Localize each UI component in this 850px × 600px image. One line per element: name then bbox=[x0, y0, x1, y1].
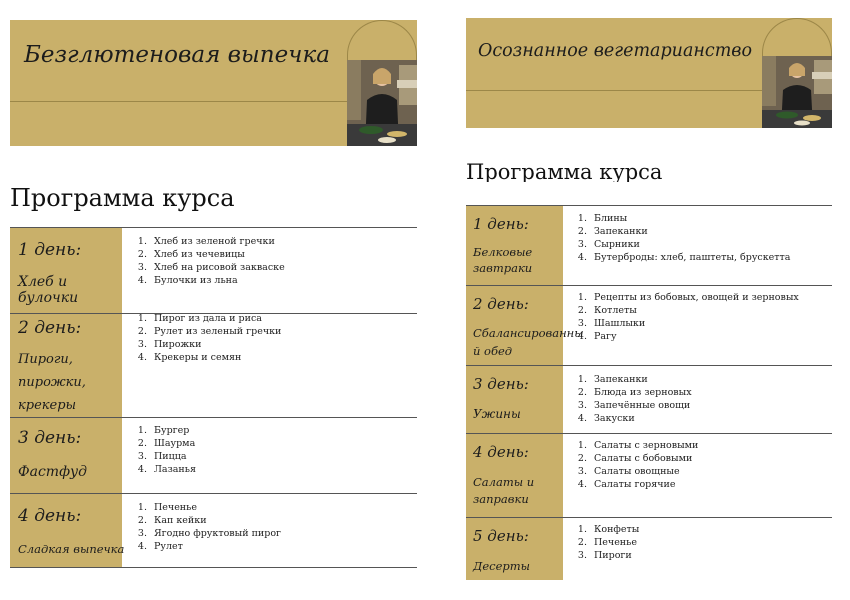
left-banner-title: Безглютеновая выпечка bbox=[24, 42, 330, 68]
day-items bbox=[568, 373, 692, 425]
schedule-row bbox=[466, 285, 832, 365]
list-item: 2. Котлеты bbox=[590, 304, 799, 317]
day-label: 5 день: bbox=[473, 527, 529, 545]
day-label: 3 день: bbox=[18, 428, 82, 448]
list-item: 4. Рагу bbox=[590, 330, 799, 343]
list-item: 4. Бутерброды: хлеб, паштеты, брускетта bbox=[590, 251, 790, 264]
day-items bbox=[128, 424, 196, 476]
list-item: 1. Печенье bbox=[150, 501, 281, 514]
list-item: 2. Блюда из зерновых bbox=[590, 386, 692, 399]
banner-divider bbox=[10, 101, 347, 102]
right-banner bbox=[466, 18, 832, 128]
right-banner-title: Осознанное вегетарианство bbox=[478, 41, 753, 61]
schedule-row bbox=[10, 493, 417, 567]
list-item: 2. Запеканки bbox=[590, 225, 790, 238]
list-item: 2. Печенье bbox=[590, 536, 639, 549]
list-item: 1. Бургер bbox=[150, 424, 196, 437]
day-topic: Хлеб и булочки bbox=[18, 274, 79, 306]
list-item: 2. Шаурма bbox=[150, 437, 196, 450]
list-item: 3. Хлеб на рисовой закваске bbox=[150, 261, 285, 274]
list-item: 4. Лазанья bbox=[150, 463, 196, 476]
day-topic: Ужины bbox=[473, 407, 521, 421]
list-item: 1. Пирог из дала и риса bbox=[150, 312, 281, 325]
decor-arch bbox=[347, 20, 417, 60]
day-cell bbox=[10, 494, 122, 567]
decor-arch bbox=[762, 18, 832, 56]
day-topic: Белковые завтраки bbox=[473, 245, 533, 275]
day-label: 3 день: bbox=[473, 375, 529, 393]
right-course-page bbox=[425, 0, 850, 600]
schedule-row bbox=[10, 417, 417, 493]
list-item: 4. Рулет bbox=[150, 540, 281, 553]
list-item: 2. Рулет из зеленый гречки bbox=[150, 325, 281, 338]
list-item: 4. Салаты горячие bbox=[590, 478, 698, 491]
schedule-row bbox=[466, 205, 832, 285]
day-topic: Пироги, пирожки, крекеры bbox=[18, 352, 86, 413]
list-item: 3. Ягодно фруктовый пирог bbox=[150, 527, 281, 540]
day-items bbox=[128, 235, 285, 287]
list-item: 3. Салаты овощные bbox=[590, 465, 698, 478]
list-item: 1. Запеканки bbox=[590, 373, 692, 386]
right-program-title: Программа курса bbox=[466, 160, 663, 182]
list-item: 3. Пицца bbox=[150, 450, 196, 463]
left-banner bbox=[10, 20, 417, 146]
list-item: 1. Блины bbox=[590, 212, 790, 225]
list-item: 1. Хлеб из зеленой гречки bbox=[150, 235, 285, 248]
list-item: 1. Рецепты из бобовых, овощей и зерновых bbox=[590, 291, 799, 304]
chef-photo-image bbox=[347, 60, 417, 146]
chef-photo-image bbox=[762, 56, 832, 128]
schedule-row bbox=[466, 517, 832, 580]
list-item: 4. Закуски bbox=[590, 412, 692, 425]
list-item: 1. Конфеты bbox=[590, 523, 639, 536]
day-items bbox=[568, 523, 639, 562]
day-label: 1 день: bbox=[473, 215, 529, 233]
schedule-row bbox=[466, 365, 832, 433]
chef-photo bbox=[762, 56, 832, 128]
day-items bbox=[568, 439, 698, 491]
schedule-row bbox=[10, 313, 417, 417]
day-topic: Сладкая выпечка bbox=[18, 542, 125, 556]
day-items bbox=[568, 212, 790, 264]
list-item: 3. Пироги bbox=[590, 549, 639, 562]
list-item: 1. Салаты с зерновыми bbox=[590, 439, 698, 452]
left-program-title: Программа курса bbox=[10, 184, 235, 212]
day-label: 4 день: bbox=[18, 506, 82, 526]
day-items bbox=[128, 501, 281, 553]
list-item: 4. Булочки из льна bbox=[150, 274, 285, 287]
day-label: 1 день: bbox=[18, 240, 82, 260]
day-topic: Фастфуд bbox=[18, 464, 88, 480]
day-items bbox=[568, 291, 799, 343]
day-label: 2 день: bbox=[18, 318, 82, 338]
day-label: 2 день: bbox=[473, 295, 529, 313]
list-item: 2. Хлеб из чечевицы bbox=[150, 248, 285, 261]
chef-photo bbox=[347, 60, 417, 146]
day-topic: Сбалансированны й обед bbox=[473, 326, 584, 358]
list-item: 3. Шашлыки bbox=[590, 317, 799, 330]
day-topic: Салаты и заправки bbox=[473, 475, 535, 506]
day-items bbox=[128, 312, 281, 364]
list-item: 3. Пирожки bbox=[150, 338, 281, 351]
day-topic: Десерты bbox=[473, 559, 531, 573]
list-item: 2. Салаты с бобовыми bbox=[590, 452, 698, 465]
list-item: 4. Крекеры и семян bbox=[150, 351, 281, 364]
banner-divider bbox=[466, 90, 762, 91]
schedule-row bbox=[466, 433, 832, 517]
list-item: 2. Кап кейки bbox=[150, 514, 281, 527]
list-item: 3. Запечённые овощи bbox=[590, 399, 692, 412]
day-label: 4 день: bbox=[473, 443, 529, 461]
schedule-row bbox=[10, 227, 417, 313]
table-bottom-border bbox=[10, 567, 417, 568]
list-item: 3. Сырники bbox=[590, 238, 790, 251]
